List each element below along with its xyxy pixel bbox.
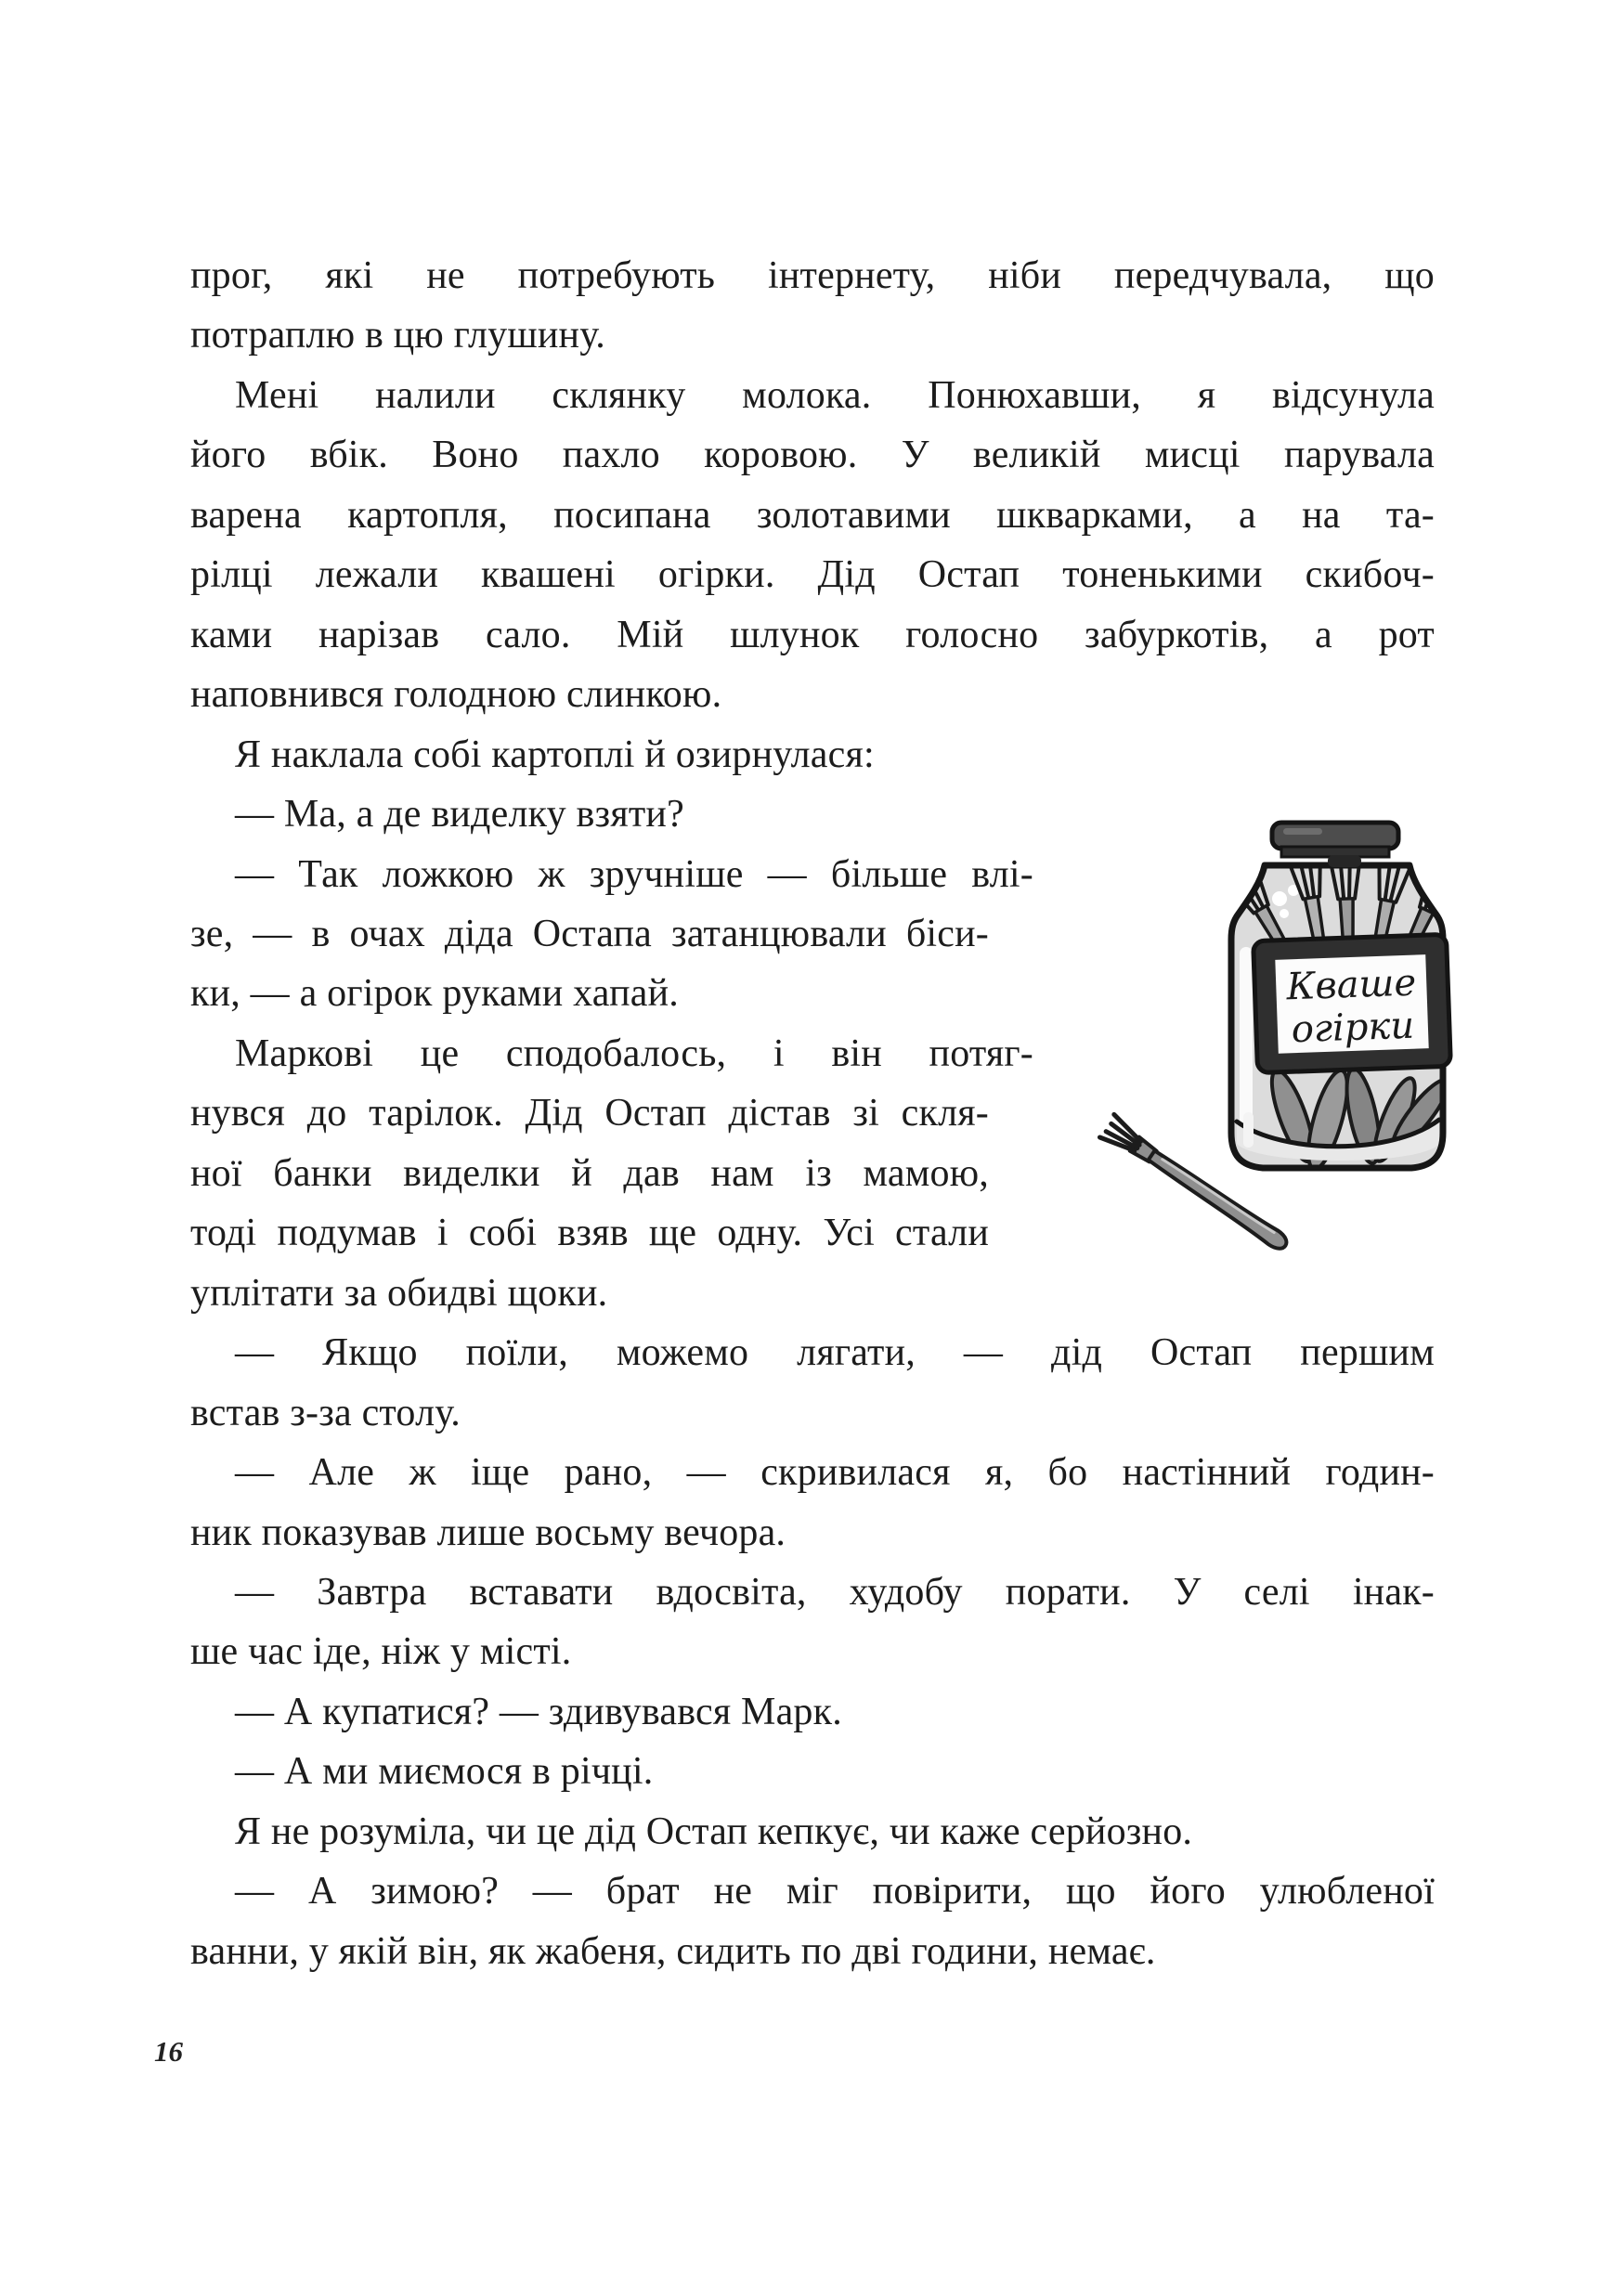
text-line: Маркові це сподобалось, і він потяг-	[235, 1031, 1033, 1075]
jar-label-text-line1: Кваше	[1285, 961, 1417, 1009]
text-line: рілці лежали квашені огірки. Дід Остап тоненькими скибоч-	[190, 553, 1435, 597]
text-line: ки, — а огірок руками хапай.	[190, 972, 679, 1016]
text-line: нувся до тарілок. Дід Остап дістав зі скля-	[190, 1092, 989, 1135]
page-number: 16	[154, 2035, 183, 2068]
jar-label-text-line2: огірки	[1290, 1004, 1415, 1052]
text-line: зе, — в очах діда Остапа затанцювали біси-	[190, 912, 989, 955]
text-line: — Ма, а де виделку взяти?	[235, 793, 684, 837]
jar-lid-icon	[1272, 823, 1398, 867]
text-line: варена картопля, посипана золотавими шкварками, а на та-	[190, 493, 1435, 537]
text-line: ванни, у якій він, як жабеня, сидить по дві години, немає.	[190, 1929, 1156, 1973]
text-line: Мені налили склянку молока. Понюхавши, я відсунула	[235, 373, 1435, 417]
jar-label	[1254, 934, 1451, 1072]
text-line: Я не розуміла, чи це дід Остап кепкує, чи каже серйозно.	[235, 1810, 1193, 1853]
text-line: — Так ложкою ж зручніше — більше влі-	[235, 852, 1033, 896]
text-line: — А ми миємося в річці.	[235, 1750, 654, 1794]
text-line: — Завтра вставати вдосвіта, худобу порати. У селі інак-	[235, 1570, 1435, 1614]
pickle-jar-illustration	[1049, 810, 1486, 1265]
text-line: встав з-за столу.	[190, 1391, 461, 1434]
text-line: його вбік. Воно пахло коровою. У великій мисці парувала	[190, 434, 1435, 477]
text-line: Я наклала собі картоплі й озирнулася:	[235, 733, 875, 776]
text-line: ної банки виделки й дав нам із мамою,	[190, 1151, 989, 1195]
text-line: тоді подумав і собі взяв ще одну. Усі стали	[190, 1212, 989, 1255]
text-line: — А зимою? — брат не міг повірити, що його улюбленої	[235, 1870, 1435, 1913]
text-line: потраплю в цю глушину.	[190, 314, 605, 357]
text-line: ник показував лише восьму вечора.	[190, 1511, 786, 1554]
text-line: прог, які не потребують інтернету, ніби передчувала, що	[190, 254, 1435, 297]
text-line: уплітати за обидві щоки.	[190, 1271, 608, 1315]
text-line: ками нарізав сало. Мій шлунок голосно забуркотів, а рот	[190, 613, 1435, 656]
text-line: — А купатися? — здивувався Марк.	[235, 1690, 842, 1733]
text-line: ше час іде, ніж у місті.	[190, 1630, 572, 1674]
text-line: — Але ж іще рано, — скривилася я, бо настінний годин-	[235, 1451, 1435, 1495]
text-line: наповнився голодною слинкою.	[190, 673, 722, 717]
text-line: — Якщо поїли, можемо лягати, — дід Остап першим	[235, 1331, 1435, 1375]
